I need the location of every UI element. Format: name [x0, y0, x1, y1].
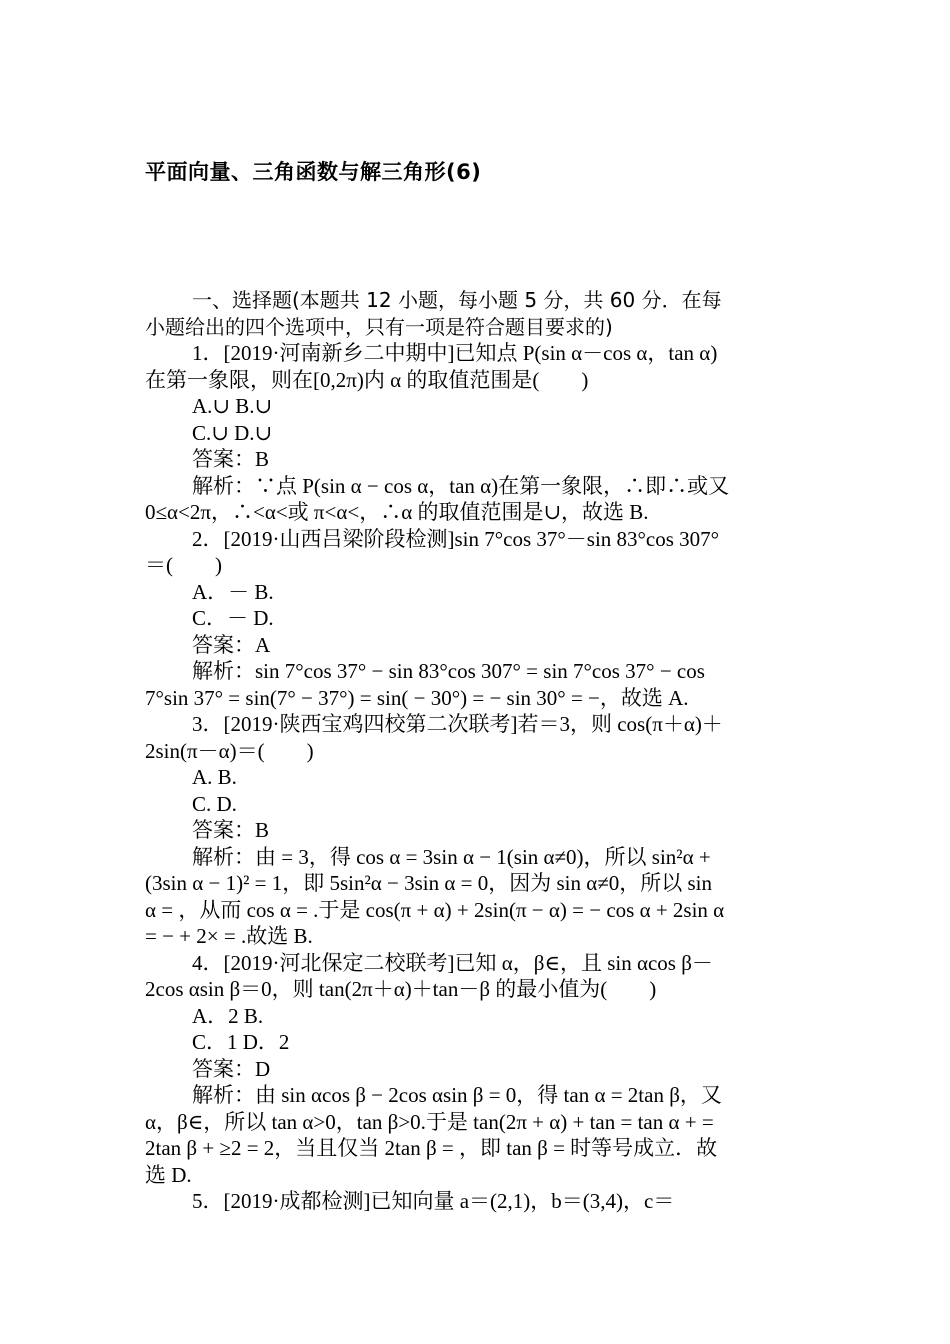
option-line: A．2 B.: [192, 1003, 264, 1028]
option-line: A.∪ B.∪: [192, 394, 273, 418]
analysis-line: 解析：由 sin αcos β − 2cos αsin β = 0，得 tan α = 2tan β，又: [192, 1083, 722, 1107]
analysis-line: = − + 2× = .故选 B.: [145, 924, 313, 948]
question-2-line: 2．[2019·山西吕梁阶段检测]sin 7°cos 37°－sin 83°cos 307°: [192, 526, 720, 551]
answer-line: 答案：B: [192, 818, 270, 842]
question-2-line: ＝( ): [145, 553, 222, 577]
analysis-line: α = ，从而 cos α = .于是 cos(π + α) + 2sin(π − α) = − cos α + 2sin α: [145, 897, 725, 922]
analysis-line: 0≤α<2π，∴<α<或 π<α<，∴α 的取值范围是∪，故选 B.: [145, 500, 649, 524]
analysis-line: 解析：∵点 P(sin α − cos α，tan α)在第一象限，∴即∴或又: [192, 473, 730, 498]
question-3-line: 2sin(π－α)＝( ): [145, 738, 314, 763]
question-1-line: 1．[2019·河南新乡二中期中]已知点 P(sin α－cos α，tan α): [192, 341, 718, 365]
document-body: [145, 287, 807, 1215]
option-line: C.∪ D.∪: [192, 420, 273, 445]
question-4-line: 4．[2019·河北保定二校联考]已知 α，β∈，且 sin αcos β－: [192, 950, 713, 975]
section-header-line: 一、选择题(本题共 12 小题，每小题 5 分，共 60 分．在每: [192, 288, 722, 312]
analysis-line: 7°sin 37° = sin(7° − 37°) = sin( − 30°) = − sin 30° = −，故选 A.: [145, 685, 689, 710]
option-line: C. D.: [192, 791, 237, 816]
analysis-line: 2tan β + ≥2 = 2，当且仅当 2tan β = ，即 tan β = 时等号成立．故: [145, 1136, 718, 1160]
analysis-line: 解析：由 = 3，得 cos α = 3sin α − 1(sin α≠0)，所以 sin²α +: [192, 844, 711, 869]
analysis-line: 解析：sin 7°cos 37° − sin 83°cos 307° = sin 7°cos 37° − cos: [192, 659, 705, 683]
question-4-line: 2cos αsin β＝0，则 tan(2π＋α)＋tan－β 的最小值为( ): [145, 977, 657, 1001]
answer-line: 答案：D: [192, 1056, 271, 1081]
analysis-line: α，β∈，所以 tan α>0，tan β>0.于是 tan(2π + α) + tan = tan α + =: [145, 1109, 714, 1134]
question-1-line: 在第一象限，则在[0,2π)内 α 的取值范围是( ): [145, 367, 589, 392]
option-line: C．－ D.: [192, 606, 274, 630]
answer-line: 答案：B: [192, 447, 270, 471]
analysis-line: 选 D.: [145, 1162, 192, 1187]
option-line: C．1 D．2: [192, 1030, 290, 1054]
question-3-line: 3．[2019·陕西宝鸡四校第二次联考]若＝3，则 cos(π＋α)＋: [192, 712, 723, 736]
analysis-line: (3sin α − 1)² = 1，即 5sin²α − 3sin α = 0，因为 sin α≠0，所以 sin: [145, 871, 713, 895]
section-header-line: 小题给出的四个选项中，只有一项是符合题目要求的): [145, 314, 613, 339]
question-5-line: 5．[2019·成都检测]已知向量 a＝(2,1)，b＝(3,4)，c＝: [192, 1189, 675, 1213]
option-line: A. B.: [192, 765, 237, 789]
page-title: 平面向量、三角函数与解三角形(6): [145, 160, 482, 184]
answer-line: 答案：A: [192, 632, 271, 657]
option-line: A．－ B.: [192, 579, 274, 604]
